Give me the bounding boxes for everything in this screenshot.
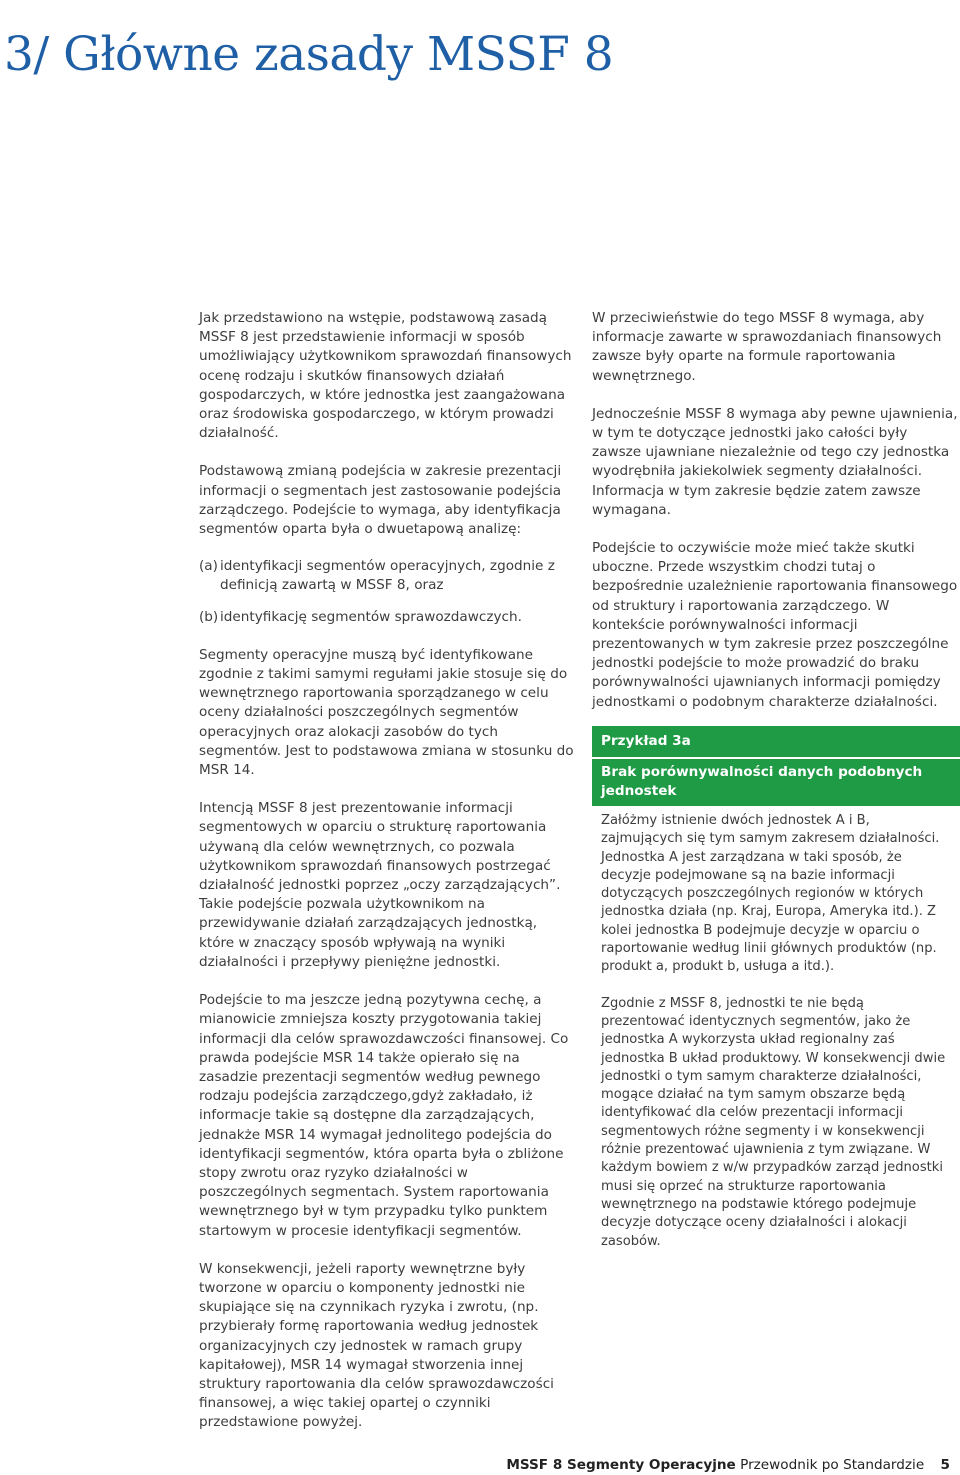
left-column: [199, 309, 575, 1433]
paragraph-contrast: W przeciwieństwie do tego MSSF 8 wymaga, aby informacje zawarte w sprawozdaniach finansowych zawsze były oparte na formule raportowania wewnętrznego.: [592, 310, 942, 384]
paragraph-operating-segments: Segmenty operacyjne muszą być identyfikowane zgodnie z takimi samymi regułami jakie stosuje się do wewnętrznego raportowania sporządzanego w celu oceny działalności poszczególnych segmentów operacyjnych oraz alokacji zasobów do tych segmentów. Jest to podstawowa zmiana w stosunku do MSR 14.: [199, 646, 574, 779]
list-item-a: [199, 557, 575, 595]
paragraph-side-effects: Podejście to oczywiście może mieć także skutki uboczne. Przede wszystkim chodzi tutaj o bezpośrednie uzależnienie raportowania finansowego od struktury i raportowania zarządczego. W kontekście porównywalności informacji prezentowanych w tym zakresie przez poszczególne jednostki podejście to może prowadzić do braku porównywalności ujawnianych informacji pomiędzy jednostkami o podobnym charakterze działalności.: [592, 540, 958, 710]
paragraph-disclosures: Jednocześnie MSSF 8 wymaga aby pewne ujawnienia, w tym te dotyczące jednostki jako całości były zawsze ujawniane niezależnie od tego czy jednostka wyodrębniła jakiekolwiek segmenty działalności. Informacja w tym zakresie będzie zatem zawsze wymagana.: [592, 405, 958, 518]
example-body: [592, 806, 946, 1251]
right-column: [592, 309, 960, 712]
paragraph-intro: Jak przedstawiono na wstępie, podstawową zasadą MSSF 8 jest przedstawienie informacji w sposób umożliwiający użytkownikom sprawozdań finansowych ocenę rodzaju i skutków finansowych działań gospodarczych, w które jednostka jest zaangażowana oraz środowiska gospodarczego, w którym prowadzi działalność.: [199, 310, 572, 442]
paragraph-management-approach: Podstawową zmianą podejścia w zakresie prezentacji informacji o segmentach jest zastosowanie podejścia zarządczego. Podejście to wymaga, aby identyfikacja segmentów oparta była o dwuetapową analizę:: [199, 463, 562, 538]
list-item-text: identyfikację segmentów sprawozdawczych.: [220, 608, 522, 625]
list-item-b: [199, 608, 575, 627]
paragraph-consequence: W konsekwencji, jeżeli raporty wewnętrzne były tworzone w oparciu o komponenty jednostki nie skupiające się na czynnikach ryzyka i zwrotu, (np. przybierały formę raportowania według jednostek organizacyjnych czy jednostek w ramach grupy kapitałowej), MSR 14 wymagał stworzenia innej struktury raportowania dla celów sprawozdawczości finansowej, a więc takiej opartej o czynniki przedstawione powyżej.: [199, 1260, 554, 1431]
page-footer: [506, 1457, 950, 1473]
list-item-label: (b): [199, 608, 219, 625]
example-box: [592, 726, 960, 1251]
footer-title-bold: MSSF 8 Segmenty Operacyjne: [506, 1457, 736, 1473]
page-title: 3/ Główne zasady MSSF 8: [4, 27, 614, 83]
footer-title-normal: Przewodnik po Standardzie: [740, 1457, 925, 1473]
example-subheading: Brak porównywalności danych podobnych jednostek: [592, 759, 960, 806]
example-paragraph-2: Zgodnie z MSSF 8, jednostki te nie będą prezentować identycznych segmentów, jako że jednostka A wykorzysta układ regionalny zaś jednostka B układ produktowy. W konsekwencji dwie jednostki o tym samym charakterze działalności, mogące działać na tym samym obszarze będą identyfikować dla celów prezentacji informacji segmentowych różne segmenty i w konsekwencji różnie prezentować ujawnienia z tym związane. W każdym bowiem z w/w przypadków zarząd jednostki musi się oprzeć na strukturze raportowania wewnętrznego na podstawie którego podejmuje decyzje dotyczące oceny działalności i alokacji zasobów.: [601, 995, 946, 1249]
paragraph-intention: Intencją MSSF 8 jest prezentowanie informacji segmentowych w oparciu o strukturę raportowania używaną dla celów wewnętrznych, co pozwala użytkownikom sprawozdań finansowych postrzegać działalność jednostki poprzez „oczy zarządzających”. Takie podejście pozwala użytkownikom na przewidywanie działań zarządzających jednostką, które w znaczący sposób wpływają na wyniki działalności i przepływy pieniężne jednostki.: [199, 800, 561, 970]
example-paragraph-1: Załóżmy istnienie dwóch jednostek A i B, zajmujących się tym samym zakresem działalności. Jednostka A jest zarządzana w taki sposób, że decyzje podejmowane są na bazie informacji dotyczących poszczególnych regionów w których jednostka działa (np. Kraj, Europa, Ameryka itd.). Z kolei jednostka B podejmuje decyzje w oparciu o raportowanie według linii głównych produktów (np. produkt a, produkt b, usługa a itd.).: [601, 813, 940, 975]
list-item-text: identyfikacji segmentów operacyjnych, zgodnie z definicją zawartą w MSSF 8, oraz: [220, 558, 555, 594]
list-item-label: (a): [199, 558, 218, 575]
page-number: 5: [940, 1457, 950, 1473]
paragraph-positive-feature: Podejście to ma jeszcze jedną pozytywna cechę, a mianowicie zmniejsza koszty przygotowania takiej informacji dla celów sprawozdawczości finansowej. Co prawda podejście MSR 14 także opierało się na zasadzie prezentacji segmentów według pewnego rodzaju podejścia zarządczego,gdyż zakładało, iż informacje takie są dostępne dla zarządzających, jednakże MSR 14 wymagał jednolitego podejścia do identyfikacji segmentów, która oparta była o zbliżone stopy zwrotu oraz ryzyko działalności w poszczególnych segmentach. System raportowania wewnętrznego był w tym przypadku tylko punktem startowym w procesie identyfikacji segmentów.: [199, 992, 569, 1239]
example-heading: Przykład 3a: [592, 726, 960, 757]
